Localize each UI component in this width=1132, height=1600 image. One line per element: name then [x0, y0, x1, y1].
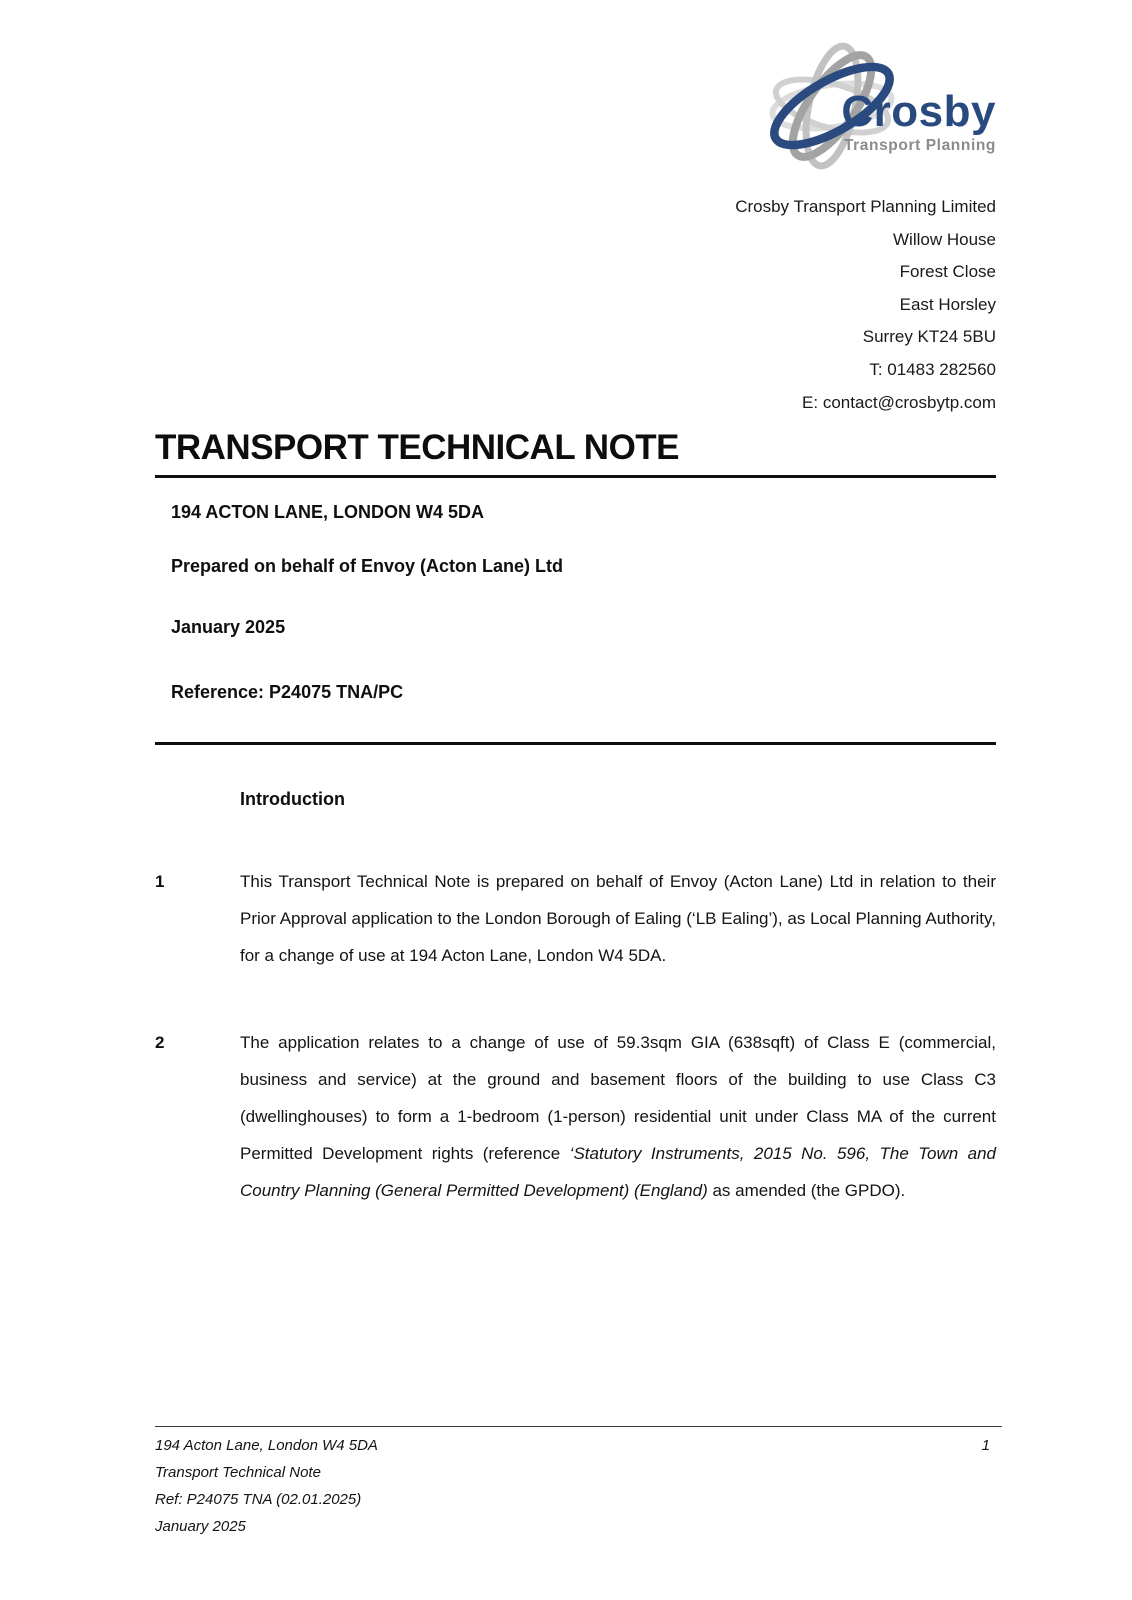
phone-line: T: 01483 282560 — [869, 359, 996, 379]
address-line: Willow House — [893, 229, 996, 249]
paragraph-number: 1 — [155, 872, 165, 892]
section-heading: Introduction — [240, 789, 345, 810]
page-number: 1 — [981, 1437, 990, 1454]
cover-rule — [155, 742, 996, 745]
report-date: January 2025 — [171, 617, 286, 638]
prepared-for: Prepared on behalf of Envoy (Acton Lane) Ltd — [171, 556, 564, 577]
paragraph-number: 2 — [155, 1033, 165, 1053]
paragraph-2 — [155, 1024, 996, 1209]
title-rule — [155, 475, 996, 478]
email-line: E: contact@crosbytp.com — [802, 392, 996, 412]
logo-wordmark: Crosby — [841, 87, 996, 136]
company-name: Crosby Transport Planning Limited — [735, 197, 996, 216]
footer-doc-title: Transport Technical Note — [155, 1464, 321, 1481]
site-address: 194 ACTON LANE, LONDON W4 5DA — [171, 502, 485, 523]
logo-tagline: Transport Planning — [843, 137, 996, 154]
address-line: Forest Close — [899, 262, 996, 282]
paragraph-list — [155, 863, 996, 1209]
footer-rule — [155, 1426, 1002, 1427]
address-line: East Horsley — [899, 294, 996, 314]
report-reference: Reference: P24075 TNA/PC — [171, 682, 404, 703]
page-footer — [155, 1426, 1002, 1540]
company-contact-block — [155, 191, 996, 419]
footer-site-address: 194 Acton Lane, London W4 5DA — [155, 1437, 378, 1454]
footer-text-block — [155, 1432, 1002, 1540]
address-line: Surrey KT24 5BU — [862, 327, 996, 347]
footer-row — [155, 1432, 1002, 1540]
cover-details — [155, 502, 996, 702]
crosby-logo — [744, 38, 996, 170]
footer-date: January 2025 — [155, 1518, 246, 1535]
footer-reference: Ref: P24075 TNA (02.01.2025) — [155, 1491, 362, 1508]
paragraph-1 — [155, 863, 996, 974]
paragraph-text: This Transport Technical Note is prepared on behalf of Envoy (Acton Lane) Ltd in relation to their Prior Approval application to the London Borough of Ealing (‘LB Ealing’), as Local Planning Authority, for a change of use at 194 Acton Lane, London W4 5DA. — [240, 872, 996, 966]
paragraph-text: The application relates to a change of use of 59.3sqm GIA (638sqft) of Class E (commercial, business and service) at the ground and basement floors of the building to use Class C3 (dwellinghouses) to form a 1-bedroom (1-person) residential unit under Class MA of the current Permitted Development rights (reference ‘Statutory Instruments, 2015 No. 596, The Town and Country Planning (General Permitted Development) (England) as amended (the GPDO). — [240, 1033, 997, 1201]
document-title: TRANSPORT TECHNICAL NOTE — [155, 428, 680, 468]
